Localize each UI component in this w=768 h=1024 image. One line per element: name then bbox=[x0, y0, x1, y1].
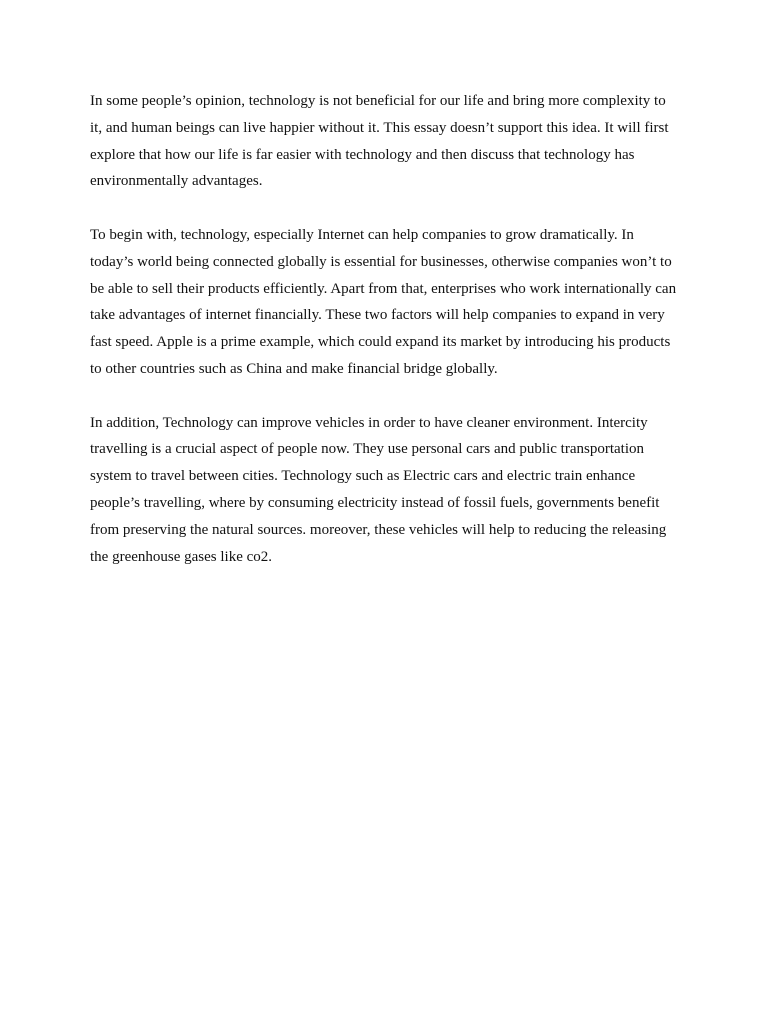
paragraph-intro: In some people’s opinion, technology is not beneficial for our life and bring more complexity to it, and human beings can live happier without it. This essay doesn’t support this idea. It will first explore that how our life is far easier with technology and then discuss that technology has environmentally advantages. bbox=[90, 93, 669, 190]
document-body bbox=[90, 88, 680, 597]
paragraph-body-vehicles: In addition, Technology can improve vehicles in order to have cleaner environment. Intercity travelling is a crucial aspect of people now. They use personal cars and public transportation system to travel between cities. Technology such as Electric cars and electric train enhance people’s travelling, where by consuming electricity instead of fossil fuels, governments benefit from preserving the natural sources. moreover, these vehicles will help to reducing the releasing the greenhouse gases like co2. bbox=[90, 414, 667, 565]
paragraph-body-internet: To begin with, technology, especially Internet can help companies to grow dramatically. In today’s world being connected globally is essential for businesses, otherwise companies won’t to be able to sell their products efficiently. Apart from that, enterprises who work internationally can take advantages of internet financially. These two factors will help companies to expand in very fast speed. Apple is a prime example, which could expand its market by introducing his products to other countries such as China and make financial bridge globally. bbox=[90, 226, 677, 377]
